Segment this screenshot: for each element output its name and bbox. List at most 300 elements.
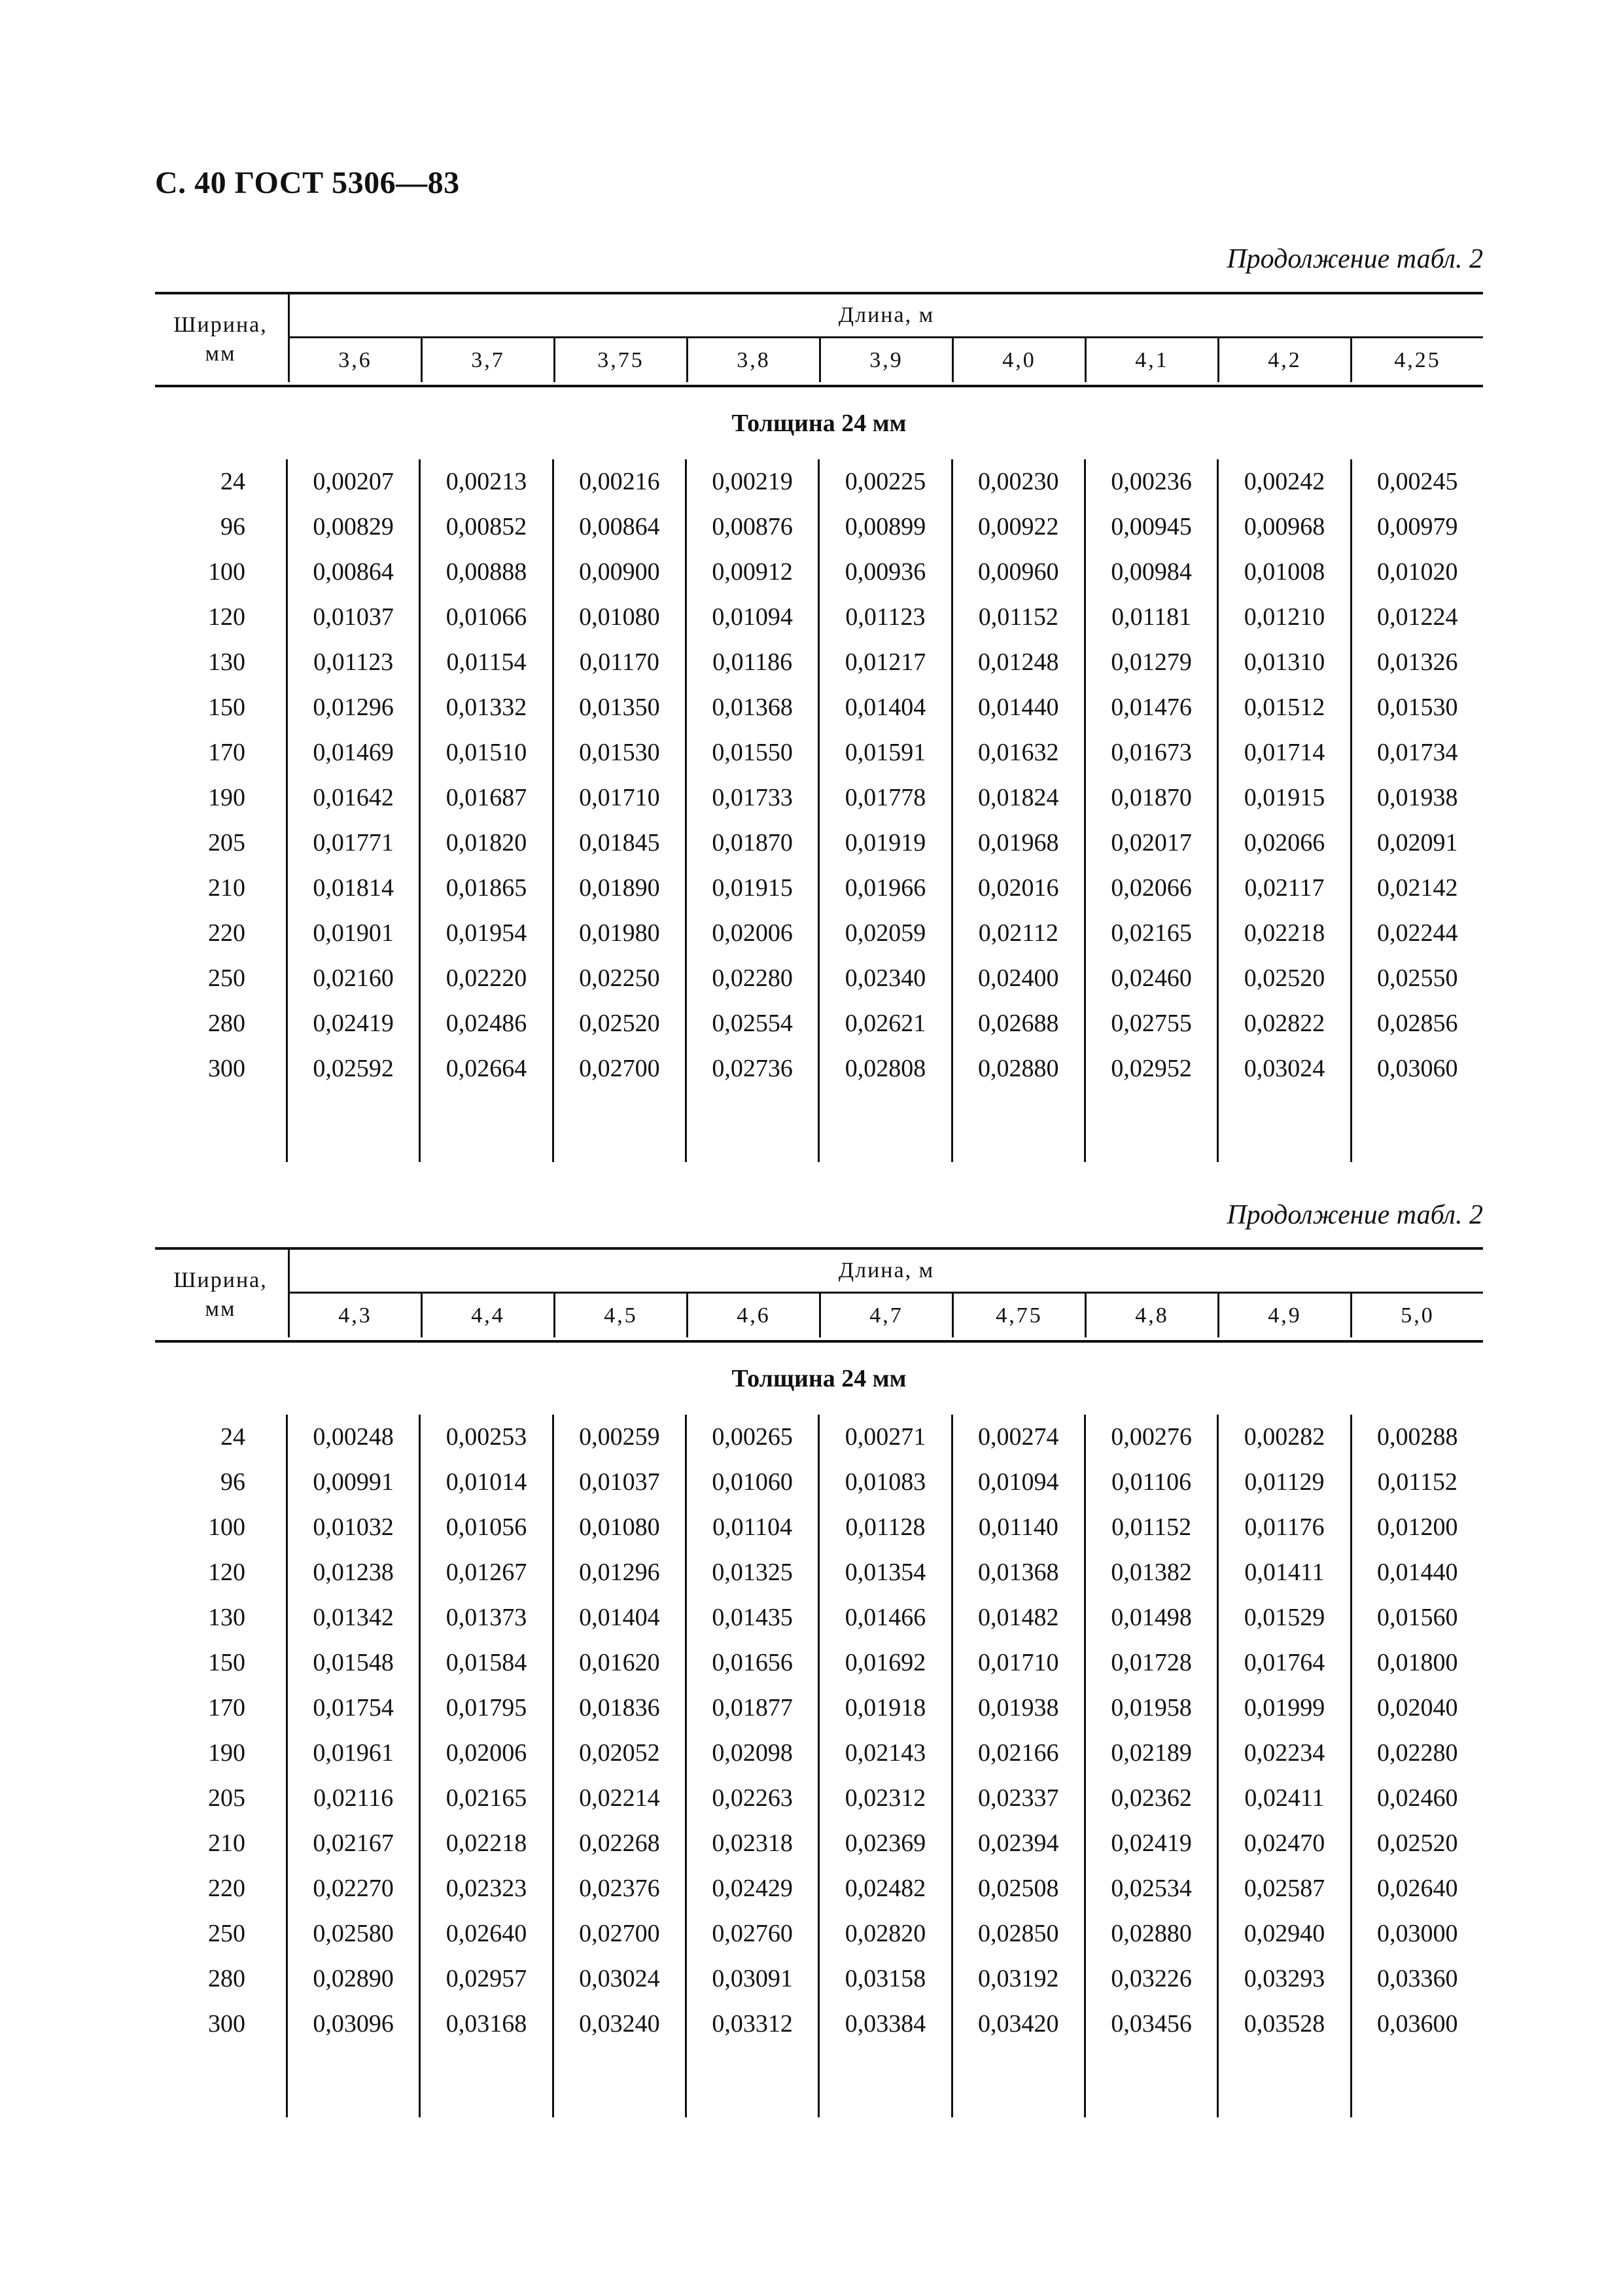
value-cell: 0,00912 <box>712 558 793 586</box>
value-cell: 0,01056 <box>445 1513 527 1541</box>
value-columns <box>286 459 1483 1162</box>
value-cell: 0,01094 <box>712 603 793 631</box>
thickness-label: Толщина 24 мм <box>731 1365 907 1392</box>
value-column <box>818 1415 951 2117</box>
value-cell: 0,01123 <box>313 648 394 676</box>
column-spacer <box>554 2047 685 2117</box>
value-cell: 0,01152 <box>978 603 1058 631</box>
value-cell: 0,02143 <box>845 1739 926 1767</box>
value-cell: 0,03226 <box>1111 1965 1192 1992</box>
value-cell: 0,03384 <box>845 2010 926 2038</box>
value-cell: 0,02340 <box>845 964 926 992</box>
value-cell: 0,02520 <box>1244 964 1325 992</box>
length-header-cell: 4,25 <box>1350 338 1483 382</box>
value-cell: 0,01734 <box>1377 739 1458 766</box>
value-column <box>1350 1415 1483 2117</box>
value-column <box>552 1415 685 2117</box>
value-cell: 0,02880 <box>1111 1920 1192 1947</box>
value-cell: 0,03420 <box>978 2010 1059 2038</box>
value-cell: 0,02165 <box>1111 919 1192 947</box>
value-cell: 0,02040 <box>1377 1694 1458 1722</box>
value-cell: 0,01714 <box>1244 739 1325 766</box>
value-cell: 0,02808 <box>845 1055 926 1082</box>
column-spacer <box>554 1091 685 1162</box>
column-spacer <box>820 1091 951 1162</box>
value-cell: 0,01217 <box>845 648 926 676</box>
value-cell: 0,00899 <box>845 513 926 540</box>
length-header-cell: 4,1 <box>1085 338 1217 382</box>
length-header-cell: 4,0 <box>952 338 1085 382</box>
value-cell: 0,00274 <box>978 1423 1059 1451</box>
width-header-label: Ширина, <box>173 1268 268 1292</box>
width-cell: 24 <box>220 1423 245 1451</box>
value-cell: 0,01687 <box>445 784 527 811</box>
value-column <box>685 1415 818 2117</box>
value-cell: 0,02337 <box>978 1784 1059 1812</box>
column-spacer <box>155 2047 286 2117</box>
column-spacer <box>953 1091 1084 1162</box>
column-spacer <box>1219 1091 1350 1162</box>
value-cell: 0,03192 <box>978 1965 1059 1992</box>
value-cell: 0,02508 <box>978 1875 1059 1902</box>
value-cell: 0,00888 <box>445 558 527 586</box>
value-cell: 0,02482 <box>845 1875 926 1902</box>
value-cell: 0,02214 <box>579 1784 660 1812</box>
value-cell: 0,01673 <box>1111 739 1192 766</box>
value-cell: 0,02580 <box>313 1920 394 1947</box>
value-cell: 0,02189 <box>1111 1739 1192 1767</box>
value-cell: 0,01764 <box>1244 1649 1325 1676</box>
value-column <box>1084 1415 1217 2117</box>
value-cell: 0,02460 <box>1377 1784 1458 1812</box>
value-column <box>419 1415 551 2117</box>
length-header-cell: 4,3 <box>288 1294 421 1337</box>
value-column <box>419 459 551 1162</box>
value-cell: 0,01123 <box>845 603 926 631</box>
value-cell: 0,00829 <box>313 513 394 540</box>
width-header-label: Ширина, <box>173 313 268 337</box>
table-header <box>155 292 1483 387</box>
width-cell: 100 <box>208 1513 245 1541</box>
value-cell: 0,03168 <box>445 2010 527 2038</box>
value-cell: 0,01530 <box>579 739 660 766</box>
value-cell: 0,03096 <box>313 2010 394 2038</box>
value-cell: 0,01800 <box>1377 1649 1458 1676</box>
value-cell: 0,02270 <box>313 1875 394 1902</box>
width-cell: 96 <box>220 1468 245 1496</box>
value-column <box>1217 1415 1350 2117</box>
value-cell: 0,01771 <box>313 829 394 857</box>
column-spacer <box>421 1091 551 1162</box>
value-column <box>1217 459 1350 1162</box>
column-spacer <box>288 1091 419 1162</box>
value-cell: 0,00276 <box>1111 1423 1192 1451</box>
width-header <box>155 1250 286 1340</box>
value-cell: 0,00219 <box>712 468 793 495</box>
value-cell: 0,01512 <box>1244 694 1325 721</box>
value-cell: 0,01440 <box>978 694 1059 721</box>
width-cell: 130 <box>208 1604 245 1631</box>
value-cell: 0,01368 <box>712 694 793 721</box>
value-cell: 0,02755 <box>1111 1010 1192 1037</box>
value-cell: 0,01482 <box>978 1604 1059 1631</box>
value-cell: 0,01870 <box>712 829 793 857</box>
value-cell: 0,00876 <box>712 513 793 540</box>
value-cell: 0,02165 <box>445 1784 527 1812</box>
column-spacer <box>421 2047 551 2117</box>
length-header: Длина, м <box>288 294 1483 338</box>
value-cell: 0,02362 <box>1111 1784 1192 1812</box>
value-column <box>552 459 685 1162</box>
value-cell: 0,01128 <box>845 1513 926 1541</box>
value-cell: 0,01961 <box>313 1739 394 1767</box>
width-cell: 300 <box>208 1055 245 1082</box>
data-table <box>155 1247 1483 2117</box>
width-cell: 220 <box>208 919 245 947</box>
value-cell: 0,01918 <box>845 1694 926 1722</box>
width-cell: 150 <box>208 694 245 721</box>
value-cell: 0,02470 <box>1244 1829 1325 1857</box>
length-header-cell: 4,8 <box>1085 1294 1217 1337</box>
value-cell: 0,01066 <box>445 603 527 631</box>
value-cell: 0,01656 <box>712 1649 793 1676</box>
value-cell: 0,03600 <box>1377 2010 1458 2038</box>
value-cell: 0,02890 <box>313 1965 394 1992</box>
value-cell: 0,02587 <box>1244 1875 1325 1902</box>
value-cell: 0,01498 <box>1111 1604 1192 1631</box>
value-cell: 0,02429 <box>712 1875 793 1902</box>
table-body <box>155 1415 1483 2117</box>
value-cell: 0,02280 <box>712 964 793 992</box>
page-header: С. 40 ГОСТ 5306—83 <box>155 166 460 200</box>
value-cell: 0,01014 <box>445 1468 527 1496</box>
value-cell: 0,00984 <box>1111 558 1192 586</box>
value-cell: 0,03240 <box>579 2010 660 2038</box>
value-column <box>818 459 951 1162</box>
value-cell: 0,02850 <box>978 1920 1059 1947</box>
value-cell: 0,01404 <box>845 694 926 721</box>
value-cell: 0,01620 <box>579 1649 660 1676</box>
value-cell: 0,01325 <box>712 1559 793 1586</box>
data-table <box>155 292 1483 1162</box>
value-cell: 0,01037 <box>313 603 394 631</box>
value-cell: 0,03312 <box>712 2010 793 2038</box>
value-cell: 0,02640 <box>445 1920 527 1947</box>
value-cell: 0,01692 <box>845 1649 926 1676</box>
value-cell: 0,02160 <box>313 964 394 992</box>
value-cell: 0,01170 <box>579 648 659 676</box>
value-cell: 0,02460 <box>1111 964 1192 992</box>
value-cell: 0,02621 <box>845 1010 926 1037</box>
value-cell: 0,01980 <box>579 919 660 947</box>
value-cell: 0,03293 <box>1244 1965 1325 1992</box>
value-cell: 0,01865 <box>445 874 527 902</box>
value-column <box>1084 459 1217 1162</box>
value-cell: 0,01795 <box>445 1694 527 1722</box>
width-cell: 24 <box>220 468 245 495</box>
value-column <box>685 459 818 1162</box>
value-cell: 0,02640 <box>1377 1875 1458 1902</box>
value-cell: 0,01032 <box>313 1513 394 1541</box>
value-cell: 0,02268 <box>579 1829 660 1857</box>
value-cell: 0,01382 <box>1111 1559 1192 1586</box>
table-header <box>155 1247 1483 1343</box>
length-header-cell: 3,9 <box>819 338 952 382</box>
value-cell: 0,00259 <box>579 1423 660 1451</box>
value-cell: 0,01106 <box>1111 1468 1192 1496</box>
value-cell: 0,02554 <box>712 1010 793 1037</box>
value-cell: 0,02486 <box>445 1010 527 1037</box>
value-cell: 0,01404 <box>579 1604 660 1631</box>
value-cell: 0,01373 <box>445 1604 527 1631</box>
width-cell: 300 <box>208 2010 245 2038</box>
value-cell: 0,01890 <box>579 874 660 902</box>
value-cell: 0,03000 <box>1377 1920 1458 1947</box>
width-cell: 210 <box>208 874 245 902</box>
value-cell: 0,00864 <box>313 558 394 586</box>
value-cell: 0,02592 <box>313 1055 394 1082</box>
length-header-cell: 4,6 <box>686 1294 819 1337</box>
value-column <box>951 459 1084 1162</box>
value-columns <box>286 1415 1483 2117</box>
value-cell: 0,02400 <box>978 964 1059 992</box>
value-cell: 0,00225 <box>845 468 926 495</box>
value-cell: 0,01094 <box>978 1468 1059 1496</box>
value-cell: 0,01267 <box>445 1559 527 1586</box>
value-cell: 0,02952 <box>1111 1055 1192 1082</box>
length-header-cell: 5,0 <box>1350 1294 1483 1337</box>
value-cell: 0,00852 <box>445 513 527 540</box>
value-cell: 0,01176 <box>1244 1513 1325 1541</box>
value-cell: 0,02117 <box>1244 874 1325 902</box>
value-cell: 0,00945 <box>1111 513 1192 540</box>
value-cell: 0,01152 <box>1377 1468 1457 1496</box>
width-cell: 250 <box>208 964 245 992</box>
length-header-cell: 4,9 <box>1217 1294 1350 1337</box>
value-cell: 0,01954 <box>445 919 527 947</box>
value-cell: 0,01083 <box>845 1468 926 1496</box>
value-cell: 0,02066 <box>1244 829 1325 857</box>
column-spacer <box>687 1091 818 1162</box>
value-cell: 0,03060 <box>1377 1055 1458 1082</box>
value-cell: 0,02880 <box>978 1055 1059 1082</box>
value-cell: 0,01877 <box>712 1694 793 1722</box>
value-cell: 0,00230 <box>978 468 1059 495</box>
width-header <box>155 294 286 385</box>
value-cell: 0,01332 <box>445 694 527 721</box>
value-cell: 0,01710 <box>978 1649 1059 1676</box>
value-cell: 0,03158 <box>845 1965 926 1992</box>
value-cell: 0,02419 <box>313 1010 394 1037</box>
value-cell: 0,01642 <box>313 784 394 811</box>
value-cell: 0,00207 <box>313 468 394 495</box>
value-cell: 0,01728 <box>1111 1649 1192 1676</box>
value-cell: 0,02142 <box>1377 874 1458 902</box>
length-header-cell: 4,7 <box>819 1294 952 1337</box>
value-cell: 0,02059 <box>845 919 926 947</box>
value-cell: 0,02017 <box>1111 829 1192 857</box>
width-unit-label: мм <box>205 342 236 366</box>
value-cell: 0,00968 <box>1244 513 1325 540</box>
value-cell: 0,02244 <box>1377 919 1458 947</box>
width-cell: 280 <box>208 1965 245 1992</box>
column-spacer <box>820 2047 951 2117</box>
length-header-cell: 3,75 <box>553 338 686 382</box>
width-cell: 250 <box>208 1920 245 1947</box>
column-spacer <box>1352 1091 1483 1162</box>
width-column <box>155 1415 286 2117</box>
value-cell: 0,02856 <box>1377 1010 1458 1037</box>
value-cell: 0,03024 <box>579 1965 660 1992</box>
value-cell: 0,01238 <box>313 1559 394 1586</box>
length-header-cell: 4,4 <box>421 1294 553 1337</box>
value-cell: 0,00900 <box>579 558 660 586</box>
width-cell: 205 <box>208 829 245 857</box>
width-cell: 120 <box>208 603 245 631</box>
value-cell: 0,02280 <box>1377 1739 1458 1767</box>
value-cell: 0,01591 <box>845 739 926 766</box>
width-cell: 170 <box>208 1694 245 1722</box>
value-cell: 0,01915 <box>712 874 793 902</box>
value-cell: 0,03091 <box>712 1965 793 1992</box>
value-cell: 0,00236 <box>1111 468 1192 495</box>
length-header-cell: 4,75 <box>952 1294 1085 1337</box>
column-spacer <box>1086 1091 1217 1162</box>
width-column <box>155 459 286 1162</box>
value-cell: 0,02116 <box>313 1784 394 1812</box>
width-cell: 220 <box>208 1875 245 1902</box>
value-cell: 0,01778 <box>845 784 926 811</box>
value-cell: 0,01296 <box>579 1559 660 1586</box>
value-cell: 0,02263 <box>712 1784 793 1812</box>
value-cell: 0,02700 <box>579 1920 660 1947</box>
value-cell: 0,02166 <box>978 1739 1059 1767</box>
value-cell: 0,01466 <box>845 1604 926 1631</box>
column-spacer <box>953 2047 1084 2117</box>
value-cell: 0,01342 <box>313 1604 394 1631</box>
table-continuation-label: Продолжение табл. 2 <box>1227 244 1483 274</box>
value-cell: 0,02098 <box>712 1739 793 1767</box>
value-cell: 0,02016 <box>978 874 1059 902</box>
value-cell: 0,02736 <box>712 1055 793 1082</box>
value-cell: 0,02066 <box>1111 874 1192 902</box>
value-cell: 0,01152 <box>1111 1513 1192 1541</box>
value-cell: 0,02664 <box>445 1055 527 1082</box>
width-cell: 130 <box>208 648 245 676</box>
width-cell: 96 <box>220 513 245 540</box>
value-cell: 0,01469 <box>313 739 394 766</box>
table-continuation-label: Продолжение табл. 2 <box>1227 1200 1483 1230</box>
width-unit-label: мм <box>205 1297 236 1321</box>
value-cell: 0,01200 <box>1377 1513 1458 1541</box>
value-cell: 0,02411 <box>1244 1784 1325 1812</box>
value-cell: 0,03024 <box>1244 1055 1325 1082</box>
value-cell: 0,01710 <box>579 784 660 811</box>
value-cell: 0,01754 <box>313 1694 394 1722</box>
value-cell: 0,02250 <box>579 964 660 992</box>
value-cell: 0,00922 <box>978 513 1059 540</box>
value-cell: 0,00253 <box>445 1423 527 1451</box>
value-cell: 0,02534 <box>1111 1875 1192 1902</box>
value-cell: 0,01845 <box>579 829 660 857</box>
value-cell: 0,02820 <box>845 1920 926 1947</box>
value-cell: 0,01186 <box>712 648 793 676</box>
value-cell: 0,01129 <box>1244 1468 1325 1496</box>
value-cell: 0,01958 <box>1111 1694 1192 1722</box>
value-cell: 0,00936 <box>845 558 926 586</box>
value-cell: 0,00960 <box>978 558 1059 586</box>
width-cell: 280 <box>208 1010 245 1037</box>
value-cell: 0,01411 <box>1244 1559 1325 1586</box>
value-cell: 0,01060 <box>712 1468 793 1496</box>
value-cell: 0,01435 <box>712 1604 793 1631</box>
value-cell: 0,02520 <box>579 1010 660 1037</box>
value-cell: 0,01836 <box>579 1694 660 1722</box>
value-cell: 0,00248 <box>313 1423 394 1451</box>
table-body <box>155 459 1483 1162</box>
value-cell: 0,02394 <box>978 1829 1059 1857</box>
value-cell: 0,02550 <box>1377 964 1458 992</box>
value-cell: 0,01560 <box>1377 1604 1458 1631</box>
value-cell: 0,02006 <box>445 1739 527 1767</box>
value-cell: 0,00245 <box>1377 468 1458 495</box>
value-cell: 0,01210 <box>1244 603 1325 631</box>
value-cell: 0,01938 <box>978 1694 1059 1722</box>
value-cell: 0,01104 <box>712 1513 793 1541</box>
column-spacer <box>687 2047 818 2117</box>
value-cell: 0,01870 <box>1111 784 1192 811</box>
value-cell: 0,01632 <box>978 739 1059 766</box>
value-cell: 0,00991 <box>313 1468 394 1496</box>
value-cell: 0,02369 <box>845 1829 926 1857</box>
length-values-row <box>288 338 1483 382</box>
width-cell: 150 <box>208 1649 245 1676</box>
width-cell: 190 <box>208 784 245 811</box>
value-cell: 0,01248 <box>978 648 1059 676</box>
value-cell: 0,00864 <box>579 513 660 540</box>
width-cell: 205 <box>208 1784 245 1812</box>
value-cell: 0,01008 <box>1244 558 1325 586</box>
value-cell: 0,01901 <box>313 919 394 947</box>
value-cell: 0,02700 <box>579 1055 660 1082</box>
value-cell: 0,03528 <box>1244 2010 1325 2038</box>
value-cell: 0,01966 <box>845 874 926 902</box>
value-cell: 0,00242 <box>1244 468 1325 495</box>
value-cell: 0,01296 <box>313 694 394 721</box>
length-values-row <box>288 1294 1483 1337</box>
value-cell: 0,01368 <box>978 1559 1059 1586</box>
column-spacer <box>1086 2047 1217 2117</box>
column-spacer <box>155 1091 286 1162</box>
value-cell: 0,02323 <box>445 1875 527 1902</box>
value-cell: 0,01510 <box>445 739 527 766</box>
value-cell: 0,00288 <box>1377 1423 1458 1451</box>
value-cell: 0,01548 <box>313 1649 394 1676</box>
value-cell: 0,01999 <box>1244 1694 1325 1722</box>
value-cell: 0,02760 <box>712 1920 793 1947</box>
width-cell: 170 <box>208 739 245 766</box>
value-cell: 0,00979 <box>1377 513 1458 540</box>
value-cell: 0,01224 <box>1377 603 1458 631</box>
value-cell: 0,00271 <box>845 1423 926 1451</box>
length-header-cell: 4,2 <box>1217 338 1350 382</box>
length-header-cell: 4,5 <box>553 1294 686 1337</box>
value-cell: 0,00216 <box>579 468 660 495</box>
value-cell: 0,01733 <box>712 784 793 811</box>
value-cell: 0,01140 <box>978 1513 1058 1541</box>
value-cell: 0,02822 <box>1244 1010 1325 1037</box>
value-column <box>1350 459 1483 1162</box>
